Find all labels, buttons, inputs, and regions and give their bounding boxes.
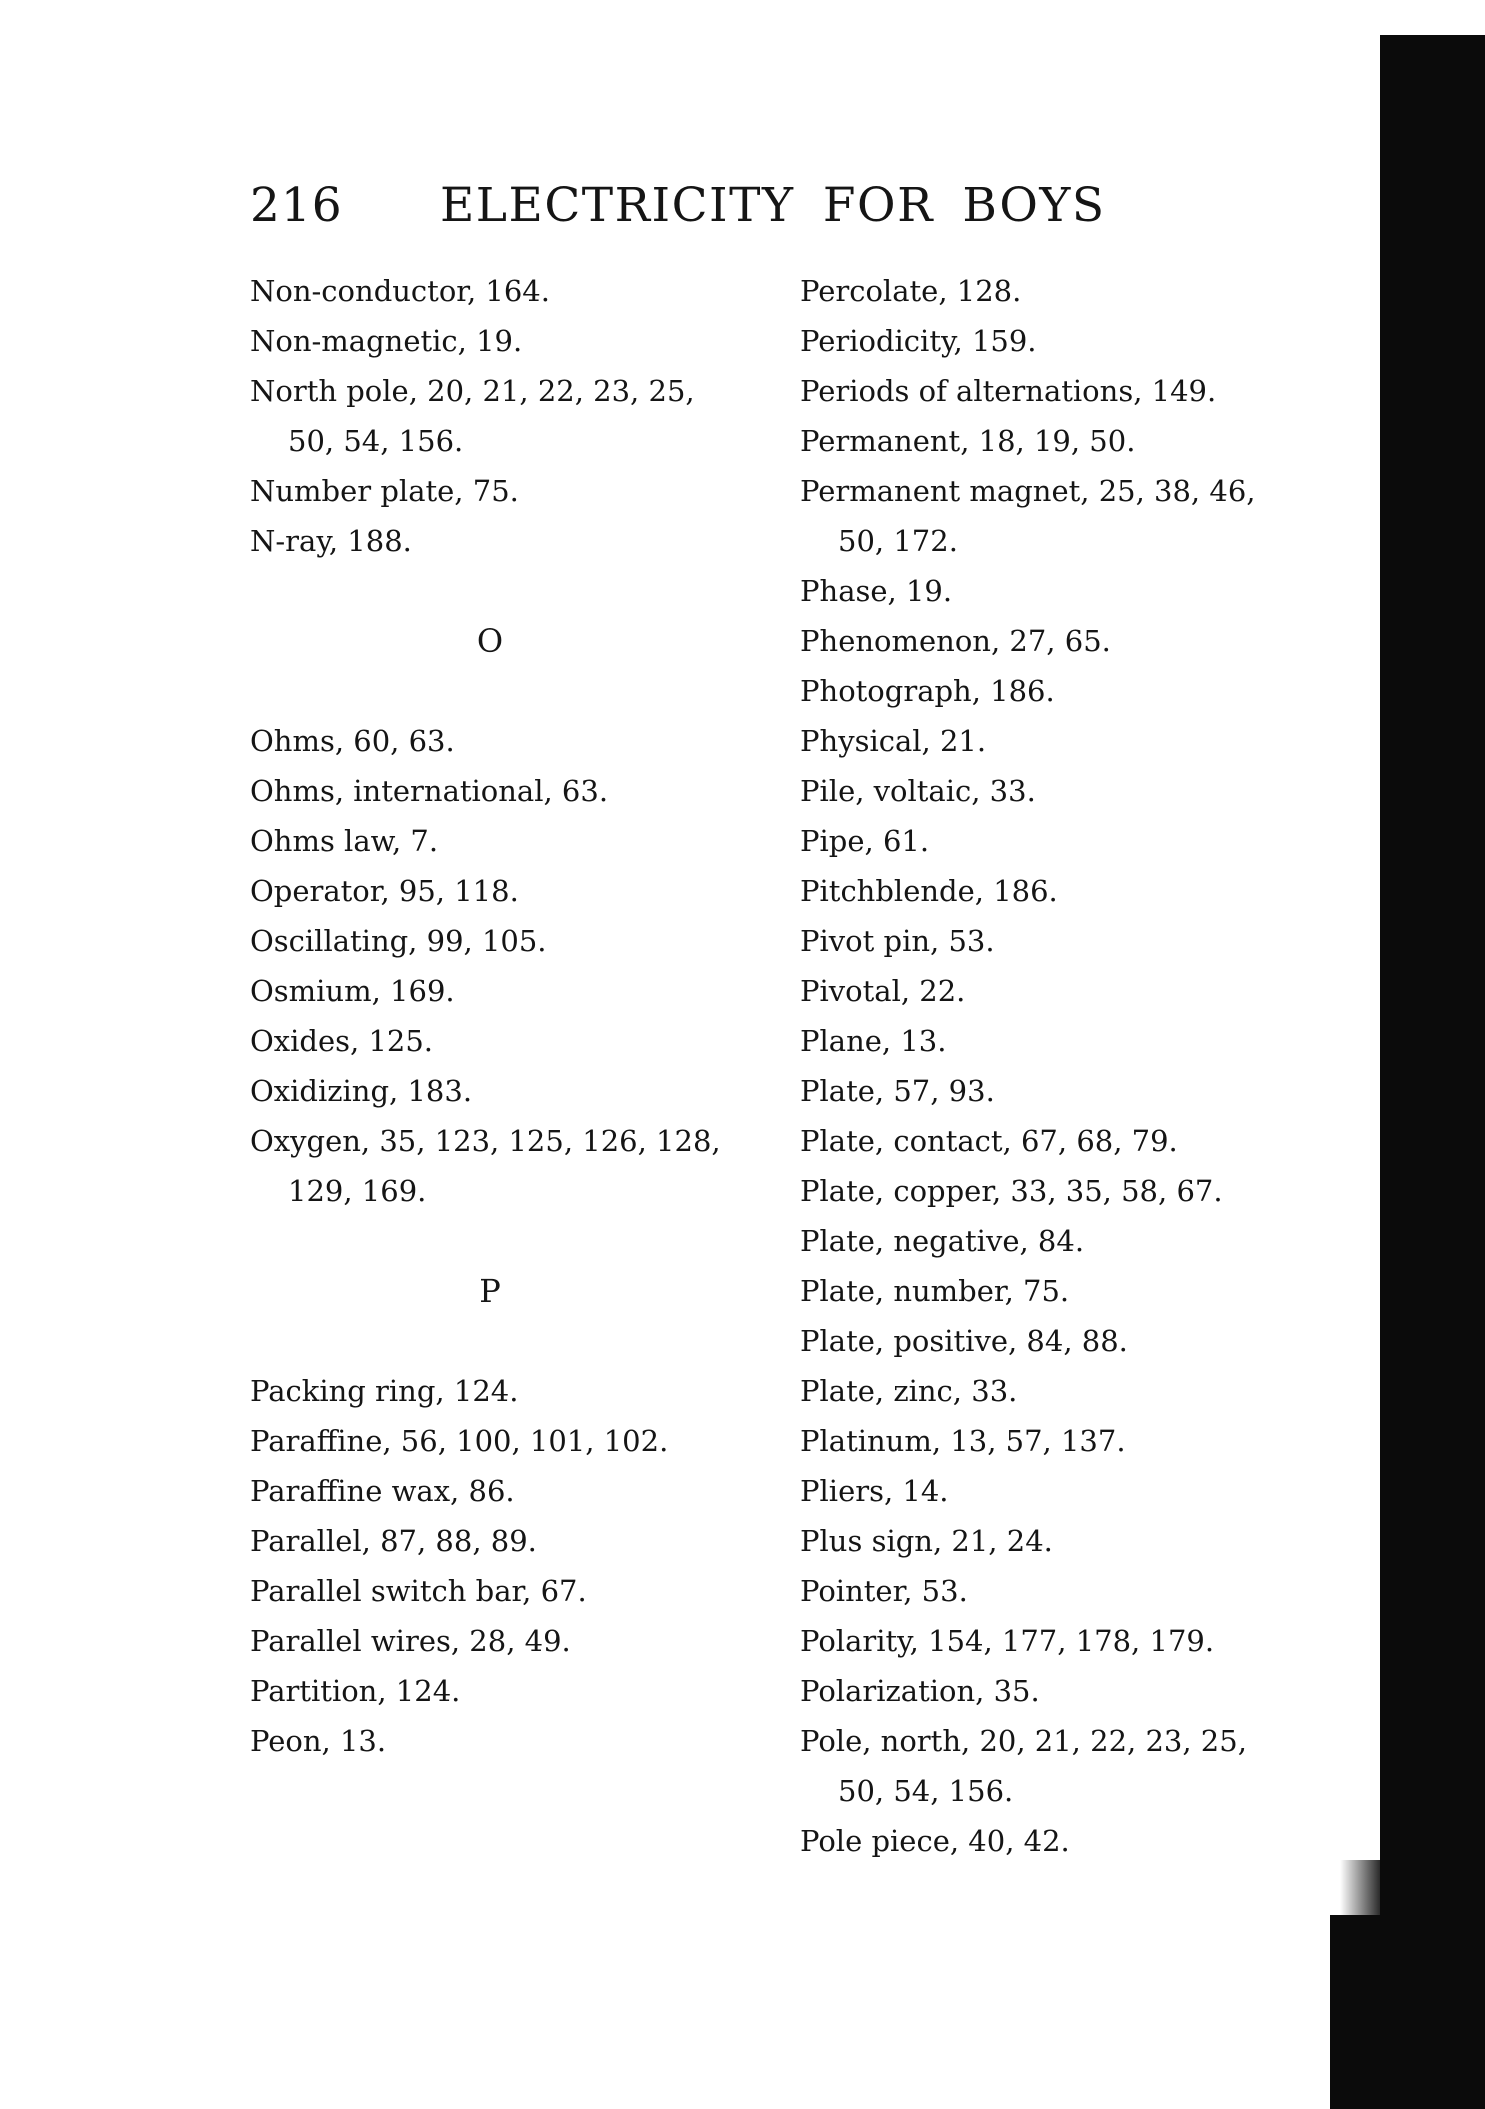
index-entry: Ohms, international, 63. [250, 774, 609, 808]
index-entry: Paraffine, 56, 100, 101, 102. [250, 1424, 669, 1458]
index-entry: Plane, 13. [800, 1024, 947, 1058]
index-entry: Packing ring, 124. [250, 1374, 519, 1408]
index-entry: Peon, 13. [250, 1724, 387, 1758]
index-entry: Plate, number, 75. [800, 1274, 1070, 1308]
index-entry: Permanent, 18, 19, 50. [800, 424, 1136, 458]
page-number: 216 [250, 178, 343, 233]
index-entry: Parallel switch bar, 67. [250, 1574, 587, 1608]
index-entry: Phenomenon, 27, 65. [800, 624, 1111, 658]
index-entry: Permanent magnet, 25, 38, 46, [800, 474, 1256, 508]
index-entry: Plate, positive, 84, 88. [800, 1324, 1128, 1358]
index-entry: Parallel wires, 28, 49. [250, 1624, 571, 1658]
index-entry: Operator, 95, 118. [250, 874, 519, 908]
index-entry: Oxidizing, 183. [250, 1074, 473, 1108]
index-entry: Plate, contact, 67, 68, 79. [800, 1124, 1178, 1158]
index-entry: Plate, copper, 33, 35, 58, 67. [800, 1174, 1223, 1208]
index-entry: Number plate, 75. [250, 474, 519, 508]
index-entry: Ohms law, 7. [250, 824, 439, 858]
index-entry: Physical, 21. [800, 724, 987, 758]
index-entry: Pivot pin, 53. [800, 924, 995, 958]
index-entry: Plate, negative, 84. [800, 1224, 1085, 1258]
index-entry: Pile, voltaic, 33. [800, 774, 1036, 808]
index-entry: Non-conductor, 164. [250, 274, 550, 308]
section-gap [250, 1216, 810, 1266]
scan-edge-notch [1330, 1915, 1390, 2109]
index-entry: Platinum, 13, 57, 137. [800, 1424, 1126, 1458]
index-entry: Pole, north, 20, 21, 22, 23, 25, [800, 1724, 1247, 1758]
index-entry: Pitchblende, 186. [800, 874, 1058, 908]
index-entry: Pipe, 61. [800, 824, 930, 858]
section-heading-p: P [479, 1272, 501, 1310]
index-entry: Polarity, 154, 177, 178, 179. [800, 1624, 1215, 1658]
index-entry: Osmium, 169. [250, 974, 455, 1008]
page-header [250, 178, 1130, 238]
index-entry: Ohms, 60, 63. [250, 724, 455, 758]
index-entry: Pliers, 14. [800, 1474, 949, 1508]
index-entry: North pole, 20, 21, 22, 23, 25, [250, 374, 695, 408]
index-entry-continuation: 50, 54, 156. [288, 424, 464, 458]
index-entry: Phase, 19. [800, 574, 953, 608]
index-entry: Plus sign, 21, 24. [800, 1524, 1053, 1558]
running-title: ELECTRICITY FOR BOYS [440, 178, 1106, 233]
index-entry: Oxygen, 35, 123, 125, 126, 128, [250, 1124, 721, 1158]
section-gap [250, 1316, 810, 1366]
scan-edge-bar [1380, 35, 1485, 2109]
index-column-right [800, 266, 1320, 1866]
index-entry-continuation: 50, 54, 156. [838, 1774, 1014, 1808]
index-entry: Pole piece, 40, 42. [800, 1824, 1070, 1858]
index-entry: Plate, 57, 93. [800, 1074, 995, 1108]
index-entry: N-ray, 188. [250, 524, 412, 558]
index-entry: Partition, 124. [250, 1674, 461, 1708]
index-entry: Polarization, 35. [800, 1674, 1040, 1708]
index-entry: Oscillating, 99, 105. [250, 924, 547, 958]
index-entry: Percolate, 128. [800, 274, 1022, 308]
index-entry: Photograph, 186. [800, 674, 1055, 708]
index-entry-continuation: 50, 172. [838, 524, 958, 558]
index-entry-continuation: 129, 169. [288, 1174, 427, 1208]
index-entry: Pointer, 53. [800, 1574, 968, 1608]
section-gap [250, 666, 810, 716]
index-entry: Periodicity, 159. [800, 324, 1037, 358]
index-column-left [250, 266, 810, 1766]
section-gap [250, 566, 810, 616]
index-entry: Plate, zinc, 33. [800, 1374, 1018, 1408]
index-entry: Paraffine wax, 86. [250, 1474, 515, 1508]
index-entry: Periods of alternations, 149. [800, 374, 1217, 408]
index-entry: Oxides, 125. [250, 1024, 434, 1058]
index-entry: Parallel, 87, 88, 89. [250, 1524, 537, 1558]
index-entry: Non-magnetic, 19. [250, 324, 523, 358]
section-heading-o: O [476, 622, 504, 660]
index-entry: Pivotal, 22. [800, 974, 966, 1008]
